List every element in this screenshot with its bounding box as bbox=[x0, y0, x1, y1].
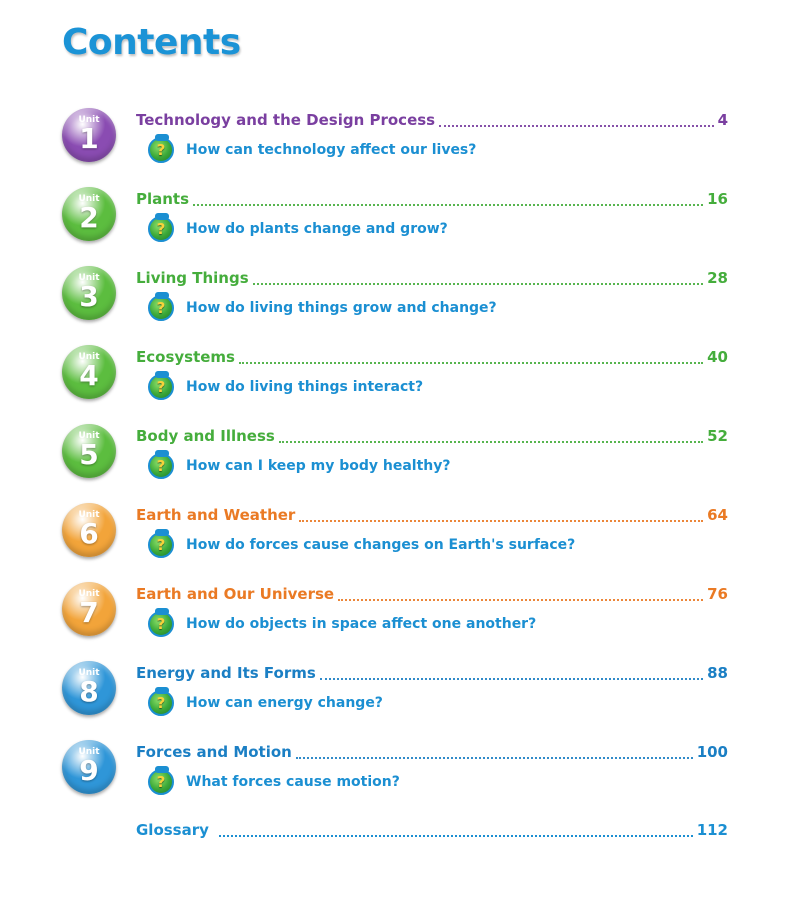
leader-dots bbox=[239, 361, 703, 364]
unit-page-number: 4 bbox=[717, 111, 728, 129]
question-globe-icon: ? bbox=[148, 453, 174, 479]
big-question-text: How do living things interact? bbox=[186, 379, 424, 395]
unit-label: Unit bbox=[78, 431, 100, 441]
unit-number: 2 bbox=[79, 201, 99, 234]
big-question bbox=[148, 294, 497, 322]
unit-number: 7 bbox=[79, 596, 99, 629]
unit-title-row[interactable] bbox=[136, 743, 728, 763]
unit-page-number: 88 bbox=[707, 664, 728, 682]
unit-badge bbox=[62, 187, 116, 241]
unit-badge bbox=[62, 503, 116, 557]
unit-number: 8 bbox=[79, 675, 99, 708]
big-question bbox=[148, 610, 536, 638]
big-question bbox=[148, 136, 476, 164]
big-question-text: How do forces cause changes on Earth's surface? bbox=[186, 537, 576, 553]
unit-entry[interactable] bbox=[0, 740, 800, 810]
big-question bbox=[148, 689, 383, 717]
leader-dots bbox=[253, 282, 703, 285]
unit-badge bbox=[62, 345, 116, 399]
glossary-page: 112 bbox=[696, 821, 728, 839]
big-question bbox=[148, 768, 400, 796]
unit-title-row[interactable] bbox=[136, 348, 728, 368]
unit-label: Unit bbox=[78, 194, 100, 204]
leader-dots bbox=[296, 756, 693, 759]
unit-badge bbox=[62, 661, 116, 715]
unit-number: 6 bbox=[79, 517, 99, 550]
unit-title-row[interactable] bbox=[136, 427, 728, 447]
big-question-text: How do living things grow and change? bbox=[186, 300, 497, 316]
big-question-text: How do plants change and grow? bbox=[186, 221, 448, 237]
unit-label: Unit bbox=[78, 668, 100, 678]
leader-dots bbox=[439, 124, 713, 127]
big-question-text: How can I keep my body healthy? bbox=[186, 458, 451, 474]
unit-title: Forces and Motion bbox=[136, 743, 292, 761]
unit-title: Living Things bbox=[136, 269, 249, 287]
unit-page-number: 76 bbox=[707, 585, 728, 603]
unit-label: Unit bbox=[78, 115, 100, 125]
big-question bbox=[148, 452, 451, 480]
unit-title: Ecosystems bbox=[136, 348, 235, 366]
unit-title-row[interactable] bbox=[136, 585, 728, 605]
unit-entry[interactable] bbox=[0, 424, 800, 494]
unit-badge bbox=[62, 582, 116, 636]
unit-title: Earth and Our Universe bbox=[136, 585, 335, 603]
question-globe-icon: ? bbox=[148, 769, 174, 795]
unit-page-number: 64 bbox=[707, 506, 728, 524]
unit-title-row[interactable] bbox=[136, 269, 728, 289]
question-globe-icon: ? bbox=[148, 137, 174, 163]
unit-badge bbox=[62, 424, 116, 478]
big-question bbox=[148, 373, 423, 401]
glossary-title: Glossary bbox=[136, 821, 209, 839]
unit-number: 9 bbox=[79, 754, 99, 787]
question-globe-icon: ? bbox=[148, 611, 174, 637]
unit-badge bbox=[62, 266, 116, 320]
unit-number: 3 bbox=[79, 280, 99, 313]
unit-entry[interactable] bbox=[0, 345, 800, 415]
unit-title: Body and Illness bbox=[136, 427, 275, 445]
unit-number: 5 bbox=[79, 438, 99, 471]
page-title: Contents bbox=[62, 22, 241, 63]
unit-number: 1 bbox=[79, 122, 99, 155]
leader-dots bbox=[338, 598, 703, 601]
unit-label: Unit bbox=[78, 352, 100, 362]
big-question bbox=[148, 531, 575, 559]
unit-entry[interactable] bbox=[0, 266, 800, 336]
unit-entry[interactable] bbox=[0, 503, 800, 573]
big-question bbox=[148, 215, 448, 243]
unit-page-number: 28 bbox=[707, 269, 728, 287]
unit-label: Unit bbox=[78, 589, 100, 599]
unit-label: Unit bbox=[78, 510, 100, 520]
unit-label: Unit bbox=[78, 273, 100, 283]
unit-title: Earth and Weather bbox=[136, 506, 296, 524]
unit-page-number: 100 bbox=[696, 743, 728, 761]
unit-number: 4 bbox=[79, 359, 99, 392]
unit-page-number: 40 bbox=[707, 348, 728, 366]
leader-dots bbox=[299, 519, 703, 522]
question-globe-icon: ? bbox=[148, 532, 174, 558]
glossary-entry[interactable] bbox=[136, 821, 728, 841]
unit-entry[interactable] bbox=[0, 108, 800, 178]
leader-dots bbox=[219, 834, 693, 837]
big-question-text: How do objects in space affect one another? bbox=[186, 616, 537, 632]
unit-entry[interactable] bbox=[0, 582, 800, 652]
big-question-text: How can energy change? bbox=[186, 695, 383, 711]
big-question-text: What forces cause motion? bbox=[186, 774, 400, 790]
unit-page-number: 16 bbox=[707, 190, 728, 208]
unit-title-row[interactable] bbox=[136, 111, 728, 131]
unit-label: Unit bbox=[78, 747, 100, 757]
unit-entry[interactable] bbox=[0, 187, 800, 257]
question-globe-icon: ? bbox=[148, 690, 174, 716]
question-globe-icon: ? bbox=[148, 216, 174, 242]
unit-title-row[interactable] bbox=[136, 190, 728, 210]
unit-title-row[interactable] bbox=[136, 664, 728, 684]
big-question-text: How can technology affect our lives? bbox=[186, 142, 477, 158]
question-globe-icon: ? bbox=[148, 374, 174, 400]
question-globe-icon: ? bbox=[148, 295, 174, 321]
unit-badge bbox=[62, 108, 116, 162]
leader-dots bbox=[279, 440, 703, 443]
unit-entry[interactable] bbox=[0, 661, 800, 731]
unit-title-row[interactable] bbox=[136, 506, 728, 526]
leader-dots bbox=[320, 677, 703, 680]
unit-page-number: 52 bbox=[707, 427, 728, 445]
leader-dots bbox=[193, 203, 703, 206]
unit-title: Technology and the Design Process bbox=[136, 111, 436, 129]
unit-title: Plants bbox=[136, 190, 190, 208]
unit-title: Energy and Its Forms bbox=[136, 664, 316, 682]
unit-badge bbox=[62, 740, 116, 794]
